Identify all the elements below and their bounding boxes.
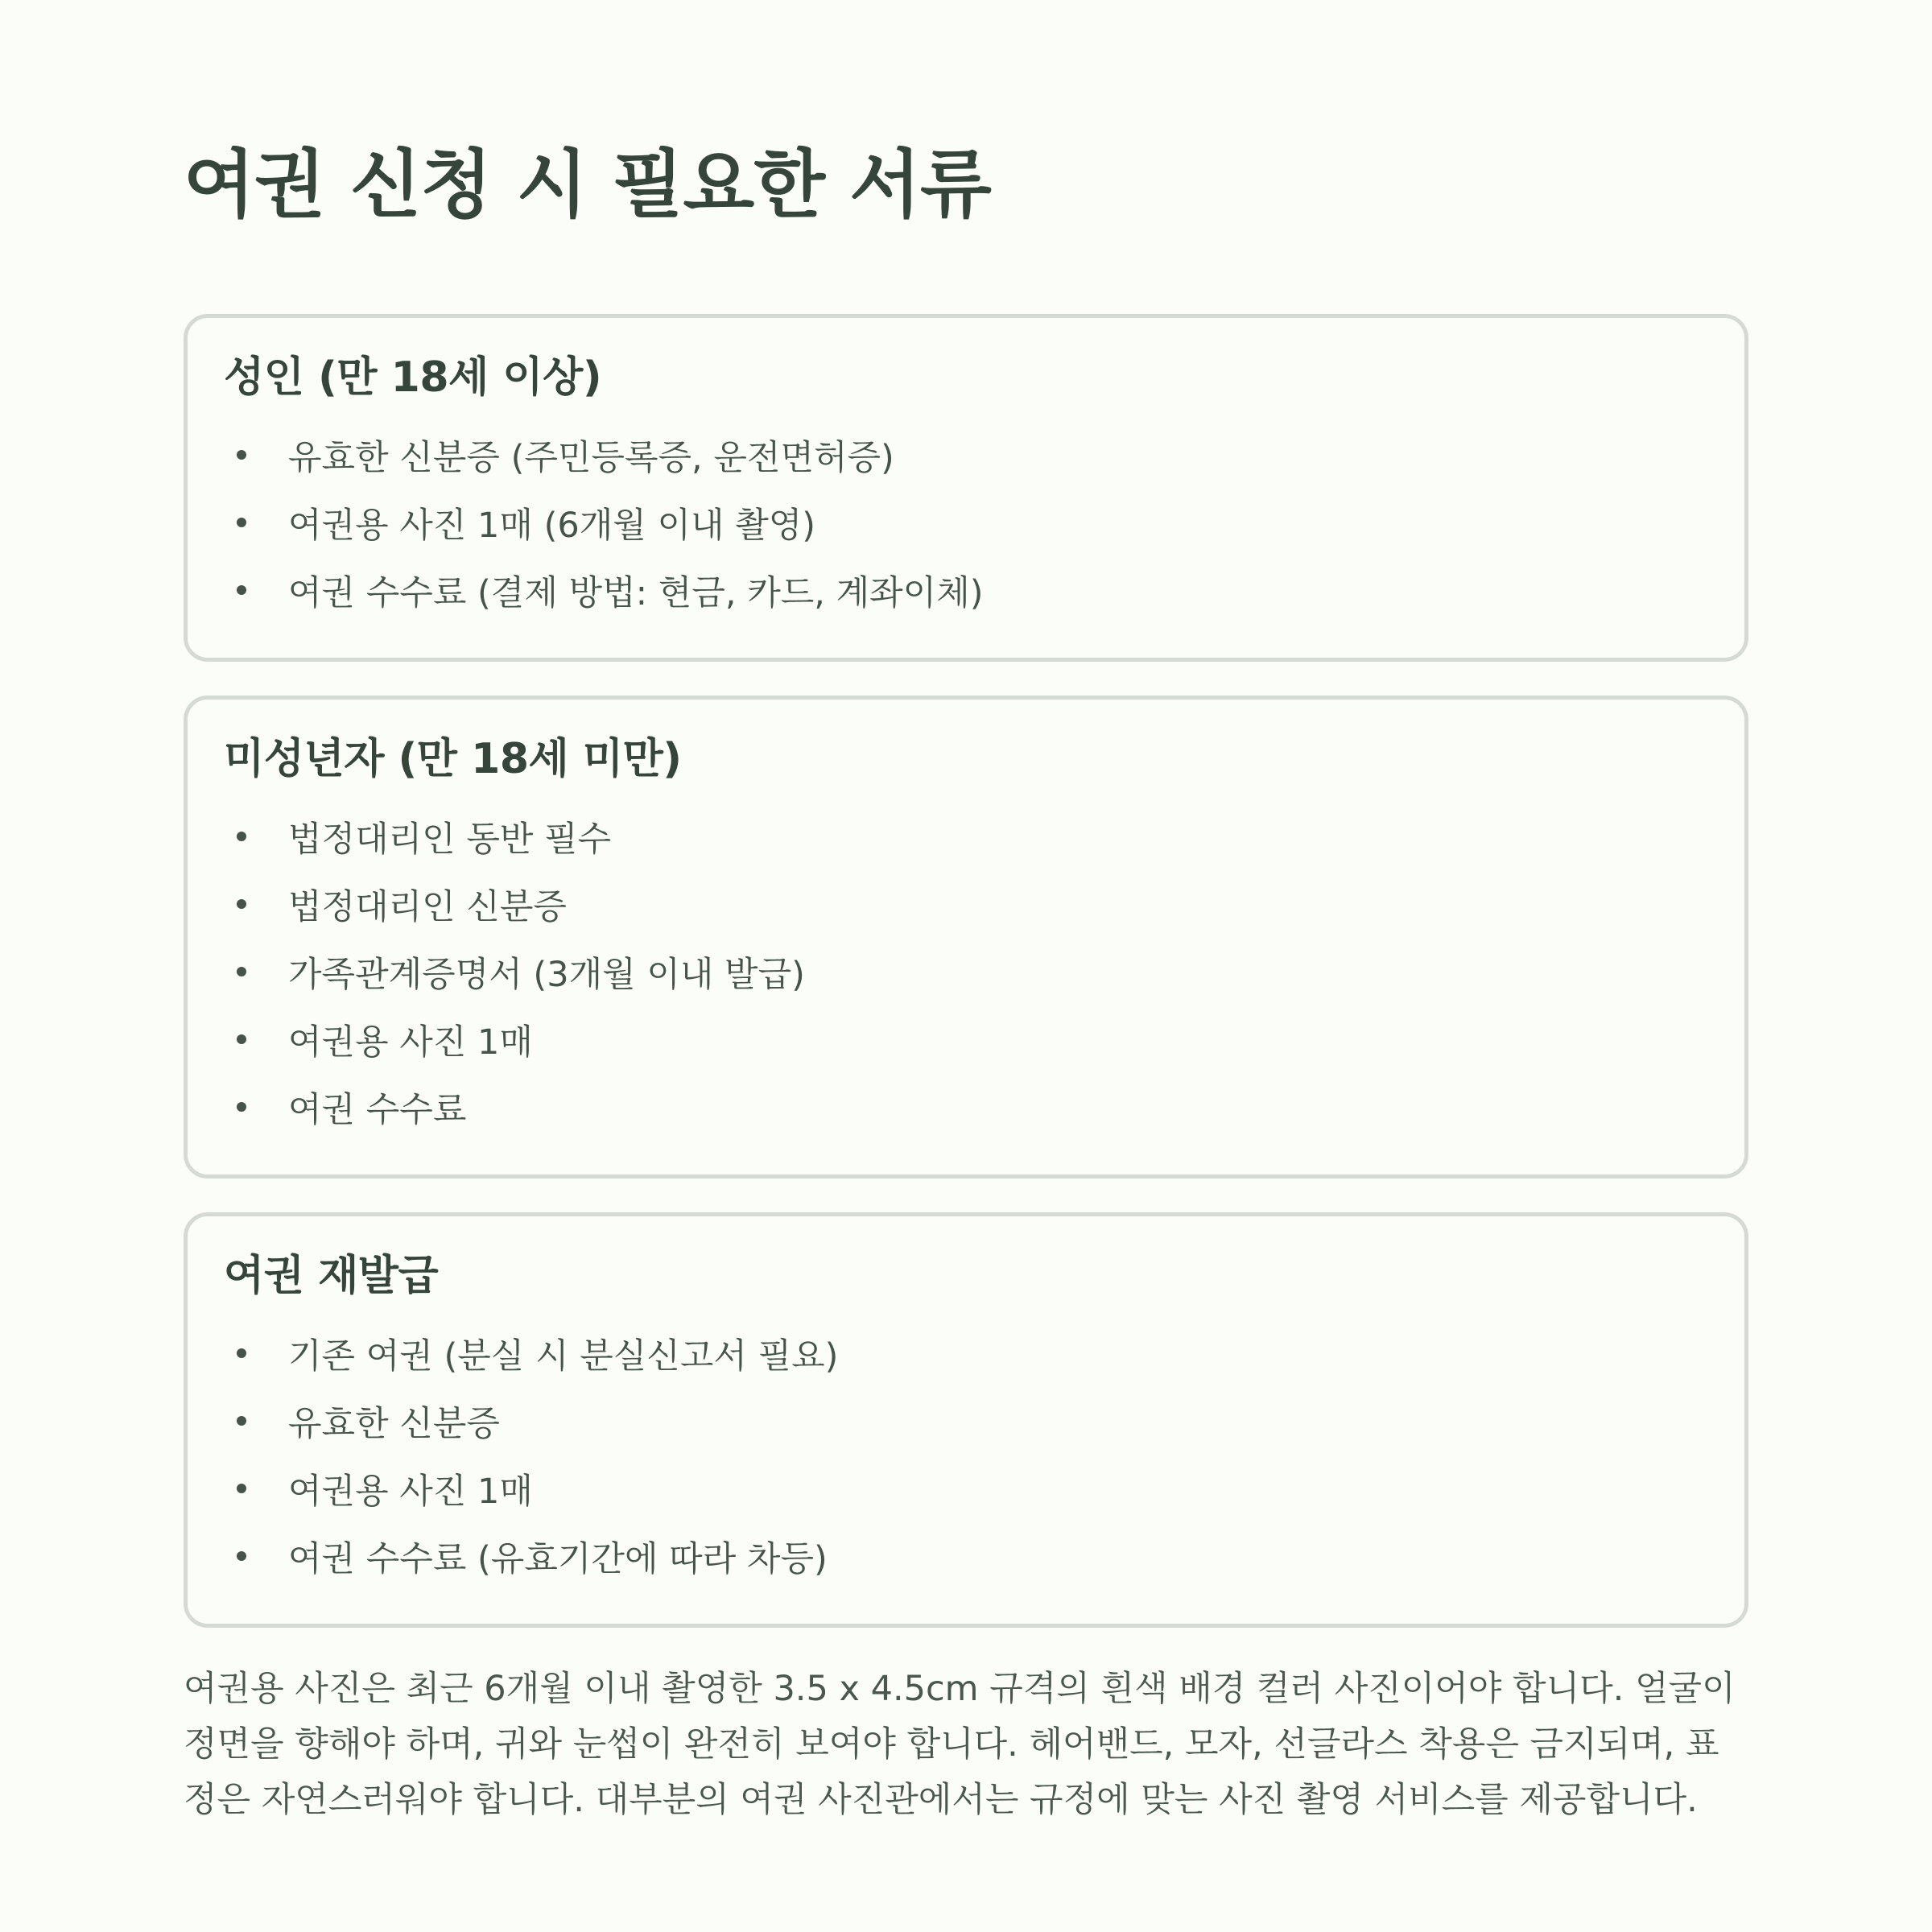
requirement-list xyxy=(224,421,1708,624)
list-item xyxy=(224,421,1708,489)
bullet-icon xyxy=(237,1102,246,1112)
list-item xyxy=(224,556,1708,624)
bullet-icon xyxy=(237,1484,246,1493)
section-heading: 미성년자 (만 18세 미만) xyxy=(224,735,682,783)
list-item xyxy=(224,1387,1708,1455)
list-item xyxy=(224,870,1708,938)
list-item xyxy=(224,1522,1708,1590)
list-item-text: 여권용 사진 1매 xyxy=(288,1471,533,1512)
list-item-text: 법정대리인 동반 필수 xyxy=(288,819,612,860)
list-item-text: 가족관계증명서 (3개월 이내 발급) xyxy=(288,954,805,995)
bullet-icon xyxy=(237,899,246,909)
list-item-text: 법정대리인 신분증 xyxy=(288,886,567,927)
list-item-text: 여권 수수료 xyxy=(288,1089,467,1130)
photo-requirements-note: 여권용 사진은 최근 6개월 이내 촬영한 3.5 x 4.5cm 규격의 흰색 배경 컬러 사진이어야 합니다. 얼굴이 정면을 향해야 하며, 귀와 눈썹이 완전히 보여야 합니다. 헤어밴드, 모자, 선글라스 착용은 금지되며, 표정은 자연스러워야 합니다. 대부분의 여권 사진관에서는 규정에 맞는 사진 촬영 서비스를 제공합니다. xyxy=(184,1669,1736,1820)
list-item xyxy=(224,1455,1708,1522)
requirement-list xyxy=(224,803,1708,1141)
bullet-icon xyxy=(237,832,246,841)
page-title: 여권 신청 시 필요한 서류 xyxy=(184,142,991,228)
section-card-reissue xyxy=(184,1212,1748,1628)
bullet-icon xyxy=(237,450,246,460)
list-item-text: 여권 수수료 (결제 방법: 현금, 카드, 계좌이체) xyxy=(288,572,984,613)
list-item xyxy=(224,938,1708,1005)
section-card-adult xyxy=(184,314,1748,662)
list-item-text: 여권용 사진 1매 (6개월 이내 촬영) xyxy=(288,505,816,546)
bullet-icon xyxy=(237,1034,246,1044)
list-item-text: 여권용 사진 1매 xyxy=(288,1022,533,1063)
list-item-text: 유효한 신분증 xyxy=(288,1403,500,1444)
requirement-list xyxy=(224,1319,1708,1590)
list-item xyxy=(224,1319,1708,1387)
section-heading: 성인 (만 18세 이상) xyxy=(224,353,602,402)
list-item xyxy=(224,1073,1708,1141)
list-item xyxy=(224,803,1708,870)
bullet-icon xyxy=(237,518,246,527)
list-item xyxy=(224,1005,1708,1073)
list-item-text: 기존 여권 (분실 시 분실신고서 필요) xyxy=(288,1335,839,1377)
section-card-minor xyxy=(184,696,1748,1179)
bullet-icon xyxy=(237,1416,246,1426)
bullet-icon xyxy=(237,585,246,595)
bullet-icon xyxy=(237,967,246,976)
sections-container xyxy=(184,314,1748,1628)
section-heading: 여권 재발급 xyxy=(224,1252,439,1300)
list-item xyxy=(224,489,1708,556)
bullet-icon xyxy=(237,1551,246,1561)
bullet-icon xyxy=(237,1348,246,1358)
list-item-text: 유효한 신분증 (주민등록증, 운전면허증) xyxy=(288,437,894,478)
list-item-text: 여권 수수료 (유효기간에 따라 차등) xyxy=(288,1538,828,1579)
